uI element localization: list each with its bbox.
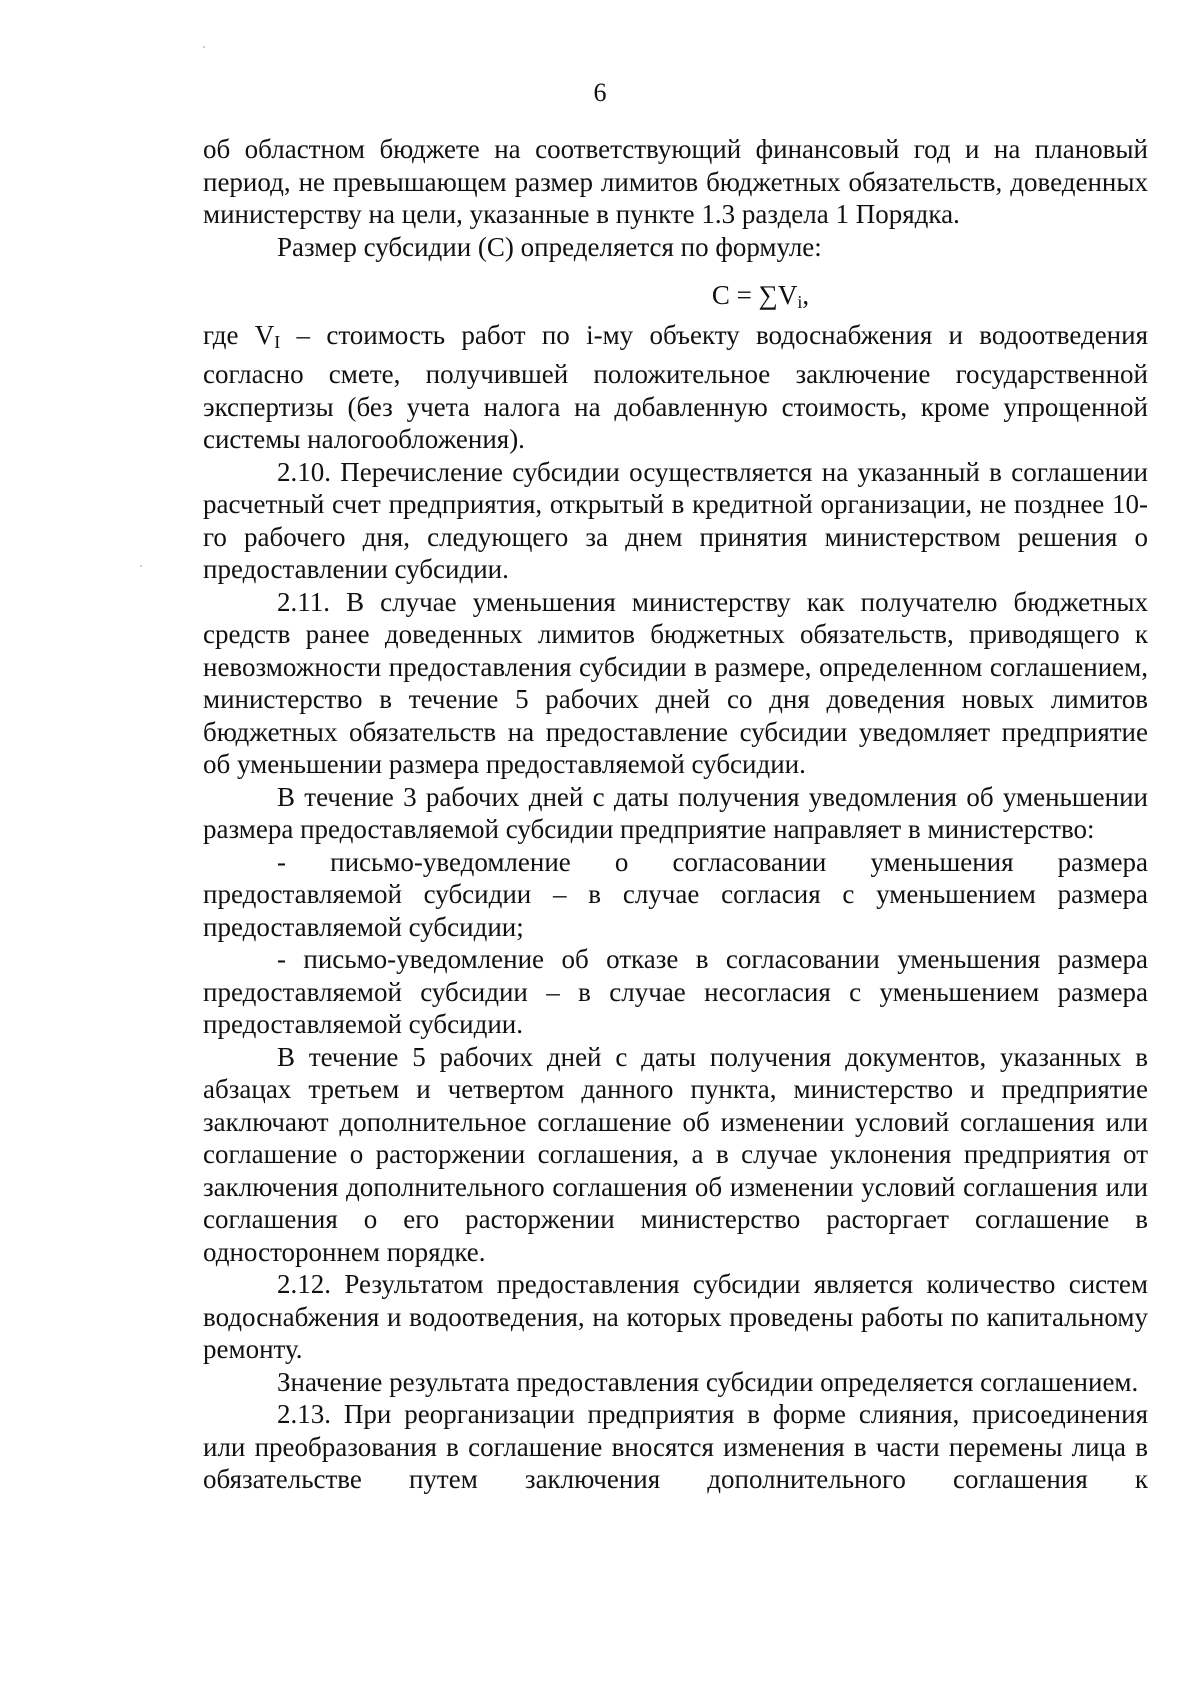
paragraph-budget-continuation: об областном бюджете на соответствующий финансовый год и на плановый период, не превышающем размер лимитов бюджетных обязательств, доведенных министерству на цели, указанные в пункте 1.3 раздела 1 Порядка. [203, 134, 1148, 229]
paragraph-formula-explanation [203, 319, 1148, 456]
paragraph-additional-agreement: В течение 5 рабочих дней с даты получения документов, указанных в абзацах третьем и четвертом данного пункта, министерство и предприятие заключают дополнительное соглашение об изменении условий соглашения или соглашение о расторжении соглашения, а в случае уклонения предприятия от заключения дополнительного соглашения об изменении условий соглашения или соглашения о его расторжении министерство расторгает соглашение в одностороннем порядке. [203, 1041, 1148, 1267]
explanation-subscript: I [274, 331, 281, 352]
paragraph-2-11: 2.11. В случае уменьшения министерству как получателю бюджетных средств ранее доведенных лимитов бюджетных обязательств, приводящего к невозможности предоставления субсидии в размере, определенном соглашением, министерство в течение 5 рабочих дней со дня доведения новых лимитов бюджетных обязательств на предоставление субсидии уведомляет предприятие об уменьшении размера предоставляемой субсидии. [203, 586, 1148, 779]
paragraph-2-13: 2.13. При реорганизации предприятия в форме слияния, присоединения или преобразования в соглашение вносятся изменения в части перемены лица в обязательстве путем заключения дополнительного соглашения к [203, 1399, 1148, 1494]
paragraph-notification-term: В течение 3 рабочих дней с даты получения уведомления об уменьшении размера предоставляемой субсидии предприятие направляет в министерство: [203, 781, 1148, 844]
formula-subscript: i [797, 292, 803, 312]
subsidy-formula [203, 279, 1148, 319]
paragraph-subsidy-size: Размер субсидии (С) определяется по формуле: [277, 231, 822, 262]
explanation-start: где V [203, 319, 275, 350]
explanation-rest: – стоимость работ по i-му объекту водоснабжения и водоотведения согласно смете, получившей положительное заключение государственной экспертизы (без учета налога на добавленную стоимость, кроме упрощенной системы налогообложения). [203, 319, 1148, 454]
paragraph-2-10: 2.10. Перечисление субсидии осуществляется на указанный в соглашении расчетный счет предприятия, открытый в кредитной организации, не позднее 10-го рабочего дня, следующего за днем принятия министерством решения о предоставлении субсидии. [203, 456, 1148, 584]
paragraph-result-value: Значение результата предоставления субсидии определяется соглашением. [277, 1366, 1139, 1397]
list-item-agreement-letter: - письмо-уведомление о согласовании уменьшения размера предоставляемой субсидии – в случае согласия с уменьшением размера предоставляемой субсидии; [203, 846, 1148, 942]
list-item-refusal-letter: - письмо-уведомление об отказе в согласовании уменьшения размера предоставляемой субсидии – в случае несогласия с уменьшением размера предоставляемой субсидии. [203, 944, 1148, 1039]
paragraph-2-12: 2.12. Результатом предоставления субсидии является количество систем водоснабжения и водоотведения, на которых проведены работы по капитальному ремонту. [203, 1269, 1148, 1364]
scan-speck [203, 46, 205, 48]
scan-speck [140, 565, 142, 567]
formula-main: С = ∑V [711, 280, 798, 310]
document-body [203, 133, 1148, 1496]
formula-end: , [802, 280, 810, 310]
page-number: 6 [593, 78, 607, 107]
